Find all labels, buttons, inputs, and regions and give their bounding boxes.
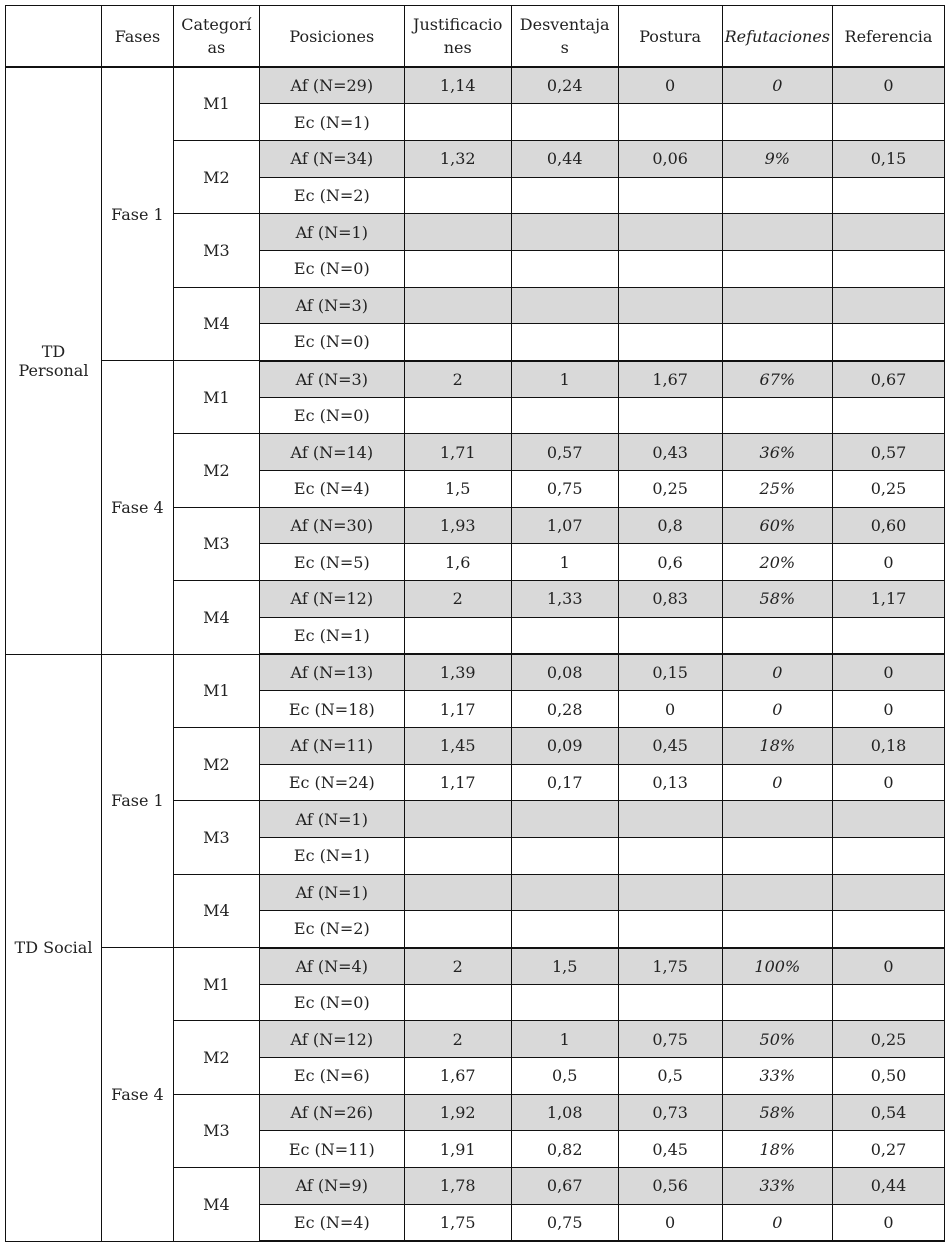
posicion-cell: Ec (N=0) [259, 984, 404, 1021]
desventajas-cell: 1 [511, 1021, 618, 1058]
refutaciones-cell [722, 287, 832, 324]
refutaciones-cell [722, 177, 832, 214]
categoria-label: M1 [173, 654, 259, 727]
justificaciones-cell [404, 984, 511, 1021]
desventajas-cell: 1,07 [511, 507, 618, 544]
refutaciones-cell: 18% [722, 727, 832, 764]
postura-cell [618, 214, 722, 251]
postura-cell [618, 984, 722, 1021]
refutaciones-cell: 58% [722, 1094, 832, 1131]
header-empty-cell [6, 6, 102, 68]
postura-cell [618, 911, 722, 948]
postura-cell [618, 801, 722, 838]
justificaciones-cell [404, 801, 511, 838]
desventajas-cell [511, 104, 618, 141]
postura-cell [618, 324, 722, 361]
table-row [6, 67, 945, 104]
referencia-cell: 0,57 [833, 434, 945, 471]
posicion-cell: Af (N=4) [259, 948, 404, 985]
categoria-label: M2 [173, 727, 259, 800]
postura-cell [618, 287, 722, 324]
postura-cell [618, 104, 722, 141]
categoria-label: M1 [173, 948, 259, 1021]
posicion-cell: Af (N=1) [259, 874, 404, 911]
justificaciones-cell [404, 617, 511, 654]
posicion-cell: Ec (N=1) [259, 837, 404, 874]
refutaciones-cell [722, 911, 832, 948]
refutaciones-cell [722, 801, 832, 838]
referencia-cell: 0 [833, 948, 945, 985]
postura-cell [618, 177, 722, 214]
categoria-label: M1 [173, 361, 259, 434]
postura-cell: 0,25 [618, 471, 722, 508]
justificaciones-cell [404, 874, 511, 911]
refutaciones-cell [722, 324, 832, 361]
referencia-cell: 0,18 [833, 727, 945, 764]
refutaciones-cell: 58% [722, 581, 832, 618]
posicion-cell: Af (N=13) [259, 654, 404, 691]
refutaciones-cell: 25% [722, 471, 832, 508]
desventajas-cell [511, 324, 618, 361]
postura-cell [618, 397, 722, 434]
posicion-cell: Ec (N=4) [259, 471, 404, 508]
referencia-cell [833, 104, 945, 141]
desventajas-cell: 0,17 [511, 764, 618, 801]
referencia-cell [833, 250, 945, 287]
desventajas-cell: 1,5 [511, 948, 618, 985]
fase-label: Fase 1 [101, 654, 173, 948]
refutaciones-cell [722, 837, 832, 874]
justificaciones-cell [404, 911, 511, 948]
postura-cell: 0,45 [618, 727, 722, 764]
refutaciones-cell: 9% [722, 140, 832, 177]
referencia-cell: 0 [833, 67, 945, 104]
referencia-cell [833, 324, 945, 361]
referencia-cell: 0,67 [833, 361, 945, 398]
referencia-cell: 0,27 [833, 1131, 945, 1168]
desventajas-cell [511, 397, 618, 434]
posicion-cell: Af (N=12) [259, 1021, 404, 1058]
postura-cell: 0,56 [618, 1168, 722, 1205]
desventajas-cell [511, 801, 618, 838]
categoria-label: M3 [173, 214, 259, 287]
refutaciones-cell: 33% [722, 1058, 832, 1095]
referencia-cell [833, 874, 945, 911]
categoria-label: M3 [173, 801, 259, 874]
posicion-cell: Ec (N=1) [259, 104, 404, 141]
refutaciones-cell [722, 397, 832, 434]
postura-cell: 0,83 [618, 581, 722, 618]
refutaciones-cell [722, 984, 832, 1021]
posicion-cell: Ec (N=6) [259, 1058, 404, 1095]
desventajas-cell: 0,09 [511, 727, 618, 764]
justificaciones-cell: 1,91 [404, 1131, 511, 1168]
referencia-cell: 0 [833, 654, 945, 691]
desventajas-cell: 1 [511, 544, 618, 581]
refutaciones-cell [722, 874, 832, 911]
desventajas-cell [511, 177, 618, 214]
refutaciones-cell: 20% [722, 544, 832, 581]
posicion-cell: Af (N=29) [259, 67, 404, 104]
fase-label: Fase 1 [101, 67, 173, 361]
fase-label: Fase 4 [101, 948, 173, 1242]
posicion-cell: Af (N=1) [259, 214, 404, 251]
justificaciones-cell: 1,39 [404, 654, 511, 691]
refutaciones-cell: 60% [722, 507, 832, 544]
header-refutaciones: Refutaciones [722, 6, 832, 68]
categoria-label: M2 [173, 140, 259, 213]
categoria-label: M1 [173, 67, 259, 140]
justificaciones-cell: 1,93 [404, 507, 511, 544]
justificaciones-cell: 2 [404, 581, 511, 618]
postura-cell: 0,45 [618, 1131, 722, 1168]
categoria-label: M4 [173, 1168, 259, 1241]
justificaciones-cell [404, 214, 511, 251]
fase-label: Fase 4 [101, 361, 173, 655]
desventajas-cell [511, 874, 618, 911]
posicion-cell: Ec (N=5) [259, 544, 404, 581]
categoria-label: M4 [173, 874, 259, 947]
posicion-cell: Af (N=12) [259, 581, 404, 618]
referencia-cell [833, 397, 945, 434]
justificaciones-cell [404, 837, 511, 874]
postura-cell: 0,06 [618, 140, 722, 177]
justificaciones-cell: 1,6 [404, 544, 511, 581]
justificaciones-cell [404, 287, 511, 324]
results-table [5, 5, 945, 1242]
header-fases: Fases [101, 6, 173, 68]
posicion-cell: Af (N=1) [259, 801, 404, 838]
categoria-label: M4 [173, 287, 259, 360]
postura-cell: 0,8 [618, 507, 722, 544]
posicion-cell: Af (N=14) [259, 434, 404, 471]
refutaciones-cell [722, 250, 832, 287]
postura-cell: 0 [618, 67, 722, 104]
refutaciones-cell: 100% [722, 948, 832, 985]
posicion-cell: Af (N=3) [259, 287, 404, 324]
justificaciones-cell: 1,32 [404, 140, 511, 177]
postura-cell [618, 874, 722, 911]
desventajas-cell [511, 837, 618, 874]
postura-cell [618, 837, 722, 874]
desventajas-cell [511, 214, 618, 251]
referencia-cell: 0 [833, 764, 945, 801]
refutaciones-cell [722, 617, 832, 654]
postura-cell: 0,6 [618, 544, 722, 581]
justificaciones-cell: 1,14 [404, 67, 511, 104]
table-body [6, 67, 945, 1241]
categoria-label: M3 [173, 1094, 259, 1167]
desventajas-cell: 0,75 [511, 471, 618, 508]
referencia-cell [833, 911, 945, 948]
referencia-cell [833, 984, 945, 1021]
desventajas-cell: 0,24 [511, 67, 618, 104]
categoria-label: M2 [173, 434, 259, 507]
header-row [6, 6, 945, 68]
justificaciones-cell: 2 [404, 948, 511, 985]
categoria-label: M4 [173, 581, 259, 654]
desventajas-cell [511, 250, 618, 287]
desventajas-cell: 0,67 [511, 1168, 618, 1205]
desventajas-cell [511, 287, 618, 324]
td-group-label: TD Personal [6, 67, 102, 654]
justificaciones-cell: 1,45 [404, 727, 511, 764]
table-row [6, 361, 945, 398]
posicion-cell: Ec (N=2) [259, 177, 404, 214]
desventajas-cell: 0,44 [511, 140, 618, 177]
postura-cell: 0,13 [618, 764, 722, 801]
refutaciones-cell: 50% [722, 1021, 832, 1058]
desventajas-cell: 0,82 [511, 1131, 618, 1168]
desventajas-cell: 0,08 [511, 654, 618, 691]
refutaciones-cell: 0 [722, 1204, 832, 1241]
posicion-cell: Af (N=34) [259, 140, 404, 177]
justificaciones-cell: 2 [404, 361, 511, 398]
td-group-label: TD Social [6, 654, 102, 1241]
table-row [6, 948, 945, 985]
refutaciones-cell: 33% [722, 1168, 832, 1205]
referencia-cell [833, 214, 945, 251]
referencia-cell [833, 287, 945, 324]
desventajas-cell: 1,33 [511, 581, 618, 618]
referencia-cell [833, 177, 945, 214]
header-postura: Postura [618, 6, 722, 68]
posicion-cell: Ec (N=0) [259, 250, 404, 287]
header-categorias: Categorí as [173, 6, 259, 68]
referencia-cell: 0 [833, 691, 945, 728]
posicion-cell: Af (N=30) [259, 507, 404, 544]
postura-cell [618, 250, 722, 287]
referencia-cell: 0,44 [833, 1168, 945, 1205]
postura-cell: 0,75 [618, 1021, 722, 1058]
postura-cell: 0,15 [618, 654, 722, 691]
posicion-cell: Af (N=26) [259, 1094, 404, 1131]
refutaciones-cell: 0 [722, 764, 832, 801]
justificaciones-cell [404, 324, 511, 361]
justificaciones-cell: 1,67 [404, 1058, 511, 1095]
justificaciones-cell: 1,75 [404, 1204, 511, 1241]
posicion-cell: Ec (N=18) [259, 691, 404, 728]
referencia-cell [833, 837, 945, 874]
justificaciones-cell: 2 [404, 1021, 511, 1058]
desventajas-cell: 0,28 [511, 691, 618, 728]
refutaciones-cell: 67% [722, 361, 832, 398]
postura-cell: 0 [618, 691, 722, 728]
refutaciones-cell [722, 104, 832, 141]
postura-cell: 1,67 [618, 361, 722, 398]
refutaciones-cell: 0 [722, 691, 832, 728]
referencia-cell: 0,60 [833, 507, 945, 544]
justificaciones-cell [404, 104, 511, 141]
refutaciones-cell: 18% [722, 1131, 832, 1168]
referencia-cell: 0 [833, 544, 945, 581]
posicion-cell: Af (N=3) [259, 361, 404, 398]
categoria-label: M3 [173, 507, 259, 580]
desventajas-cell [511, 617, 618, 654]
justificaciones-cell: 1,92 [404, 1094, 511, 1131]
referencia-cell: 0,50 [833, 1058, 945, 1095]
desventajas-cell: 0,57 [511, 434, 618, 471]
justificaciones-cell: 1,17 [404, 764, 511, 801]
header-justificaciones: Justificacio nes [404, 6, 511, 68]
postura-cell: 0 [618, 1204, 722, 1241]
table-row [6, 654, 945, 691]
referencia-cell: 0,25 [833, 1021, 945, 1058]
justificaciones-cell: 1,71 [404, 434, 511, 471]
desventajas-cell [511, 984, 618, 1021]
posicion-cell: Ec (N=4) [259, 1204, 404, 1241]
justificaciones-cell: 1,5 [404, 471, 511, 508]
desventajas-cell: 0,5 [511, 1058, 618, 1095]
posicion-cell: Ec (N=0) [259, 324, 404, 361]
header-referencia: Referencia [833, 6, 945, 68]
referencia-cell: 0 [833, 1204, 945, 1241]
posicion-cell: Ec (N=1) [259, 617, 404, 654]
refutaciones-cell: 0 [722, 654, 832, 691]
referencia-cell [833, 801, 945, 838]
postura-cell: 1,75 [618, 948, 722, 985]
referencia-cell [833, 617, 945, 654]
posicion-cell: Af (N=11) [259, 727, 404, 764]
posicion-cell: Ec (N=0) [259, 397, 404, 434]
header-desventajas: Desventaja s [511, 6, 618, 68]
justificaciones-cell: 1,78 [404, 1168, 511, 1205]
postura-cell: 0,73 [618, 1094, 722, 1131]
refutaciones-cell: 36% [722, 434, 832, 471]
referencia-cell: 0,54 [833, 1094, 945, 1131]
postura-cell: 0,43 [618, 434, 722, 471]
posicion-cell: Ec (N=24) [259, 764, 404, 801]
desventajas-cell: 0,75 [511, 1204, 618, 1241]
desventajas-cell: 1,08 [511, 1094, 618, 1131]
justificaciones-cell: 1,17 [404, 691, 511, 728]
referencia-cell: 0,25 [833, 471, 945, 508]
postura-cell: 0,5 [618, 1058, 722, 1095]
categoria-label: M2 [173, 1021, 259, 1094]
referencia-cell: 0,15 [833, 140, 945, 177]
header-posiciones: Posiciones [259, 6, 404, 68]
justificaciones-cell [404, 397, 511, 434]
refutaciones-cell [722, 214, 832, 251]
posicion-cell: Ec (N=2) [259, 911, 404, 948]
desventajas-cell: 1 [511, 361, 618, 398]
justificaciones-cell [404, 177, 511, 214]
posicion-cell: Ec (N=11) [259, 1131, 404, 1168]
desventajas-cell [511, 911, 618, 948]
referencia-cell: 1,17 [833, 581, 945, 618]
justificaciones-cell [404, 250, 511, 287]
postura-cell [618, 617, 722, 654]
posicion-cell: Af (N=9) [259, 1168, 404, 1205]
refutaciones-cell: 0 [722, 67, 832, 104]
